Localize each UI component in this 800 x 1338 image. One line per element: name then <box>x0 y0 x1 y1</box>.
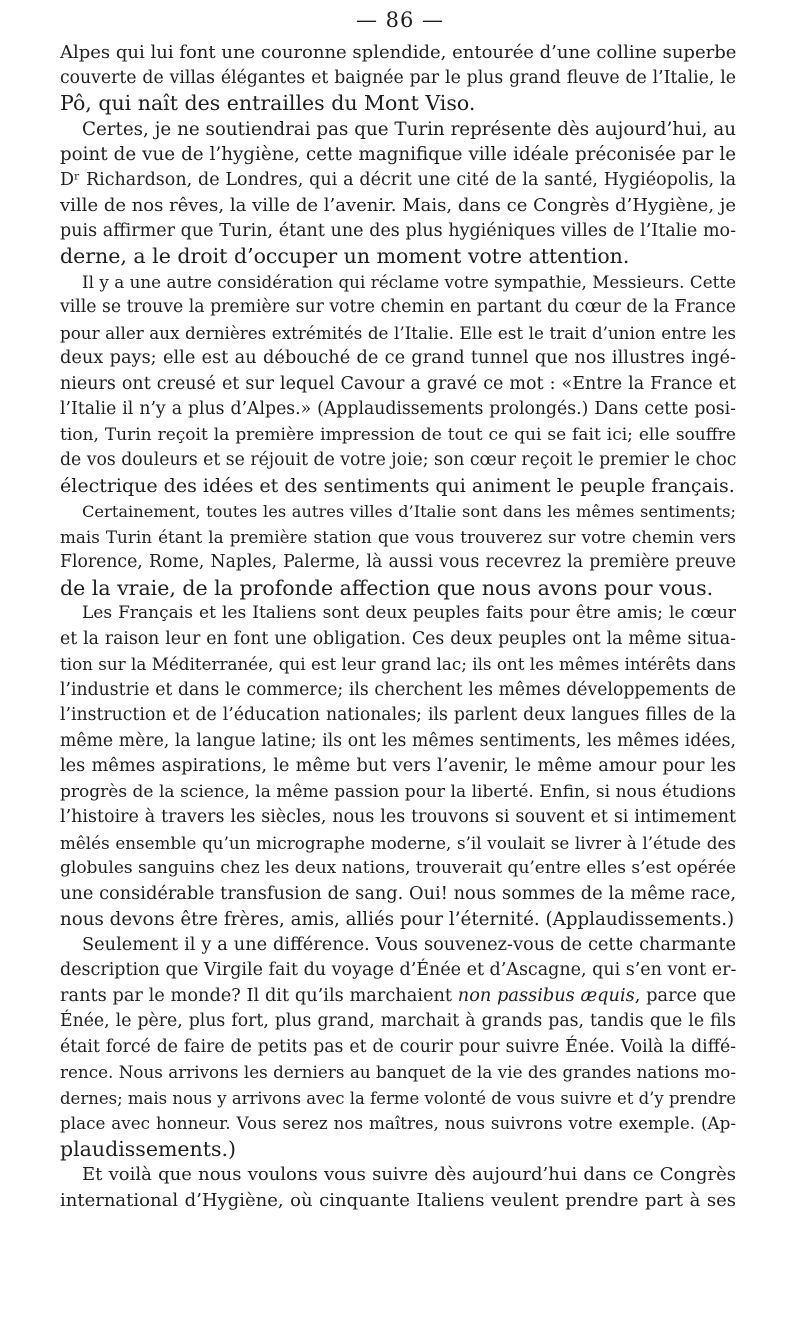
text-line: plaudissements.) <box>60 1136 237 1161</box>
body-text <box>60 40 736 1213</box>
text-line: l’instruction et de l’éducation nationales; ils parlent deux langues filles de la <box>60 705 736 725</box>
text-line: description que Virgile fait du voyage d’Énée et d’Ascagne, qui s’en vont er- <box>60 960 737 980</box>
text-line: Florence, Rome, Naples, Palerme, là aussi vous recevrez la première preuve <box>60 552 736 572</box>
text-line: point de vue de l’hygiène, cette magnifique ville idéale préconisée par le <box>60 144 736 165</box>
text-line: ville se trouve la première sur votre chemin en partant du cœur de la France <box>60 297 736 317</box>
text-line: nous devons être frères, amis, alliés pour l’éternité. (Applaudissements.) <box>60 909 735 930</box>
text-line: couverte de villas élégantes et baignée par le plus grand fleuve de l’Italie, le <box>60 67 736 88</box>
text-line: une considérable transfusion de sang. Oui! nous sommes de la même race, <box>60 883 736 904</box>
text-line: deux pays; elle est au débouché de ce grand tunnel que nos illustres ingé- <box>60 348 736 368</box>
page-number: — 86 — <box>355 8 445 32</box>
italic-latin-phrase: non passibus æquis <box>457 985 635 1006</box>
text-line: de la vraie, de la profonde affection que nous avons pour vous. <box>60 575 714 600</box>
text-line-with-italic <box>60 984 736 1010</box>
text-line: dernes; mais nous y arrivons avec la ferme volonté de vous suivre et d’y prendre <box>60 1088 737 1108</box>
text-line: mais Turin étant la première station que vous trouverez sur votre chemin vers <box>60 526 736 547</box>
text-line: l’Italie il n’y a plus d’Alpes.» (Applaudissements prolongés.) Dans cette posi- <box>60 399 736 419</box>
text-line: Il y a une autre considération qui réclame votre sympathie, Messieurs. Cette <box>82 271 736 292</box>
text-segment: , parce que <box>634 985 737 1006</box>
text-line: international d’Hygiène, où cinquante Italiens veulent prendre part à ses <box>60 1189 736 1211</box>
text-line: ville de nos rêves, la ville de l’avenir. Mais, dans ce Congrès d’Hygiène, je <box>60 195 736 216</box>
text-line: tion sur la Méditerranée, qui est leur grand lac; ils ont les mêmes intérêts dans <box>60 654 736 674</box>
text-line: Certes, je ne soutiendrai pas que Turin représente dès aujourd’hui, au <box>82 118 736 140</box>
text-line: Alpes qui lui font une couronne splendide, entourée d’une colline superbe <box>60 42 737 63</box>
text-line: Seulement il y a une différence. Vous souvenez-vous de cette charmante <box>82 934 736 955</box>
text-line: derne, a le droit d’occuper un moment votre attention. <box>60 244 630 268</box>
text-line: Et voilà que nous voulons vous suivre dès aujourd’hui dans ce Congrès <box>82 1164 736 1185</box>
text-line: était forcé de faire de petits pas et de courir pour suivre Énée. Voilà la diffé- <box>60 1036 736 1057</box>
text-line: nieurs ont creusé et sur lequel Cavour a gravé ce mot : «Entre la France et <box>60 373 736 394</box>
text-line: Énée, le père, plus fort, plus grand, marchait à grands pas, tandis que le fils <box>60 1011 736 1031</box>
text-line: même mère, la langue latine; ils ont les mêmes sentiments, les mêmes idées, <box>60 730 736 751</box>
text-line: place avec honneur. Vous serez nos maîtres, nous suivrons votre exemple. (Ap- <box>60 1113 736 1133</box>
text-line: globules sanguins chez les deux nations, trouverait qu’entre elles s’est opérée <box>60 858 736 878</box>
text-line: électrique des idées et des sentiments qui animent le peuple français. <box>60 474 735 497</box>
text-line: l’histoire à travers les siècles, nous les trouvons si souvent et si intimement <box>60 807 736 827</box>
text-line: rence. Nous arrivons les derniers au banquet de la vie des grandes nations mo- <box>60 1062 736 1082</box>
text-line: puis affirmer que Turin, étant une des plus hygiéniques villes de l’Italie mo- <box>60 220 736 241</box>
text-line: tion, Turin reçoit la première impression de tout ce qui se fait ici; elle souffre <box>60 424 736 445</box>
text-line: progrès de la science, la même passion pour la liberté. Enfin, si nous étudions <box>60 781 736 802</box>
text-line: pour aller aux dernières extrémités de l’Italie. Elle est le trait d’union entre les <box>60 322 736 343</box>
text-line: Certainement, toutes les autres villes d’Italie sont dans les mêmes sentiments; <box>82 502 736 521</box>
text-line: de vos douleurs et se réjouit de votre joie; son cœur reçoit le premier le choc <box>60 450 737 470</box>
text-line: mêlés ensemble qu’un micrographe moderne, s’il voulait se livrer à l’étude des <box>60 832 736 853</box>
text-segment: rants par le monde? Il dit qu’ils marchaient <box>60 985 458 1006</box>
text-line: et la raison leur en font une obligation. Ces deux peuples ont la même situa- <box>60 628 736 649</box>
text-line: Pô, qui naît des entrailles du Mont Viso. <box>60 91 476 115</box>
text-line: Les Français et les Italiens sont deux peuples faits pour être amis; le cœur <box>82 603 736 623</box>
text-line: Dʳ Richardson, de Londres, qui a décrit une cité de la santé, Hygiéopolis, la <box>60 169 736 190</box>
text-line: l’industrie et dans le commerce; ils cherchent les mêmes développements de <box>60 679 736 700</box>
text-line: les mêmes aspirations, le même but vers l’avenir, le même amour pour les <box>60 756 736 776</box>
